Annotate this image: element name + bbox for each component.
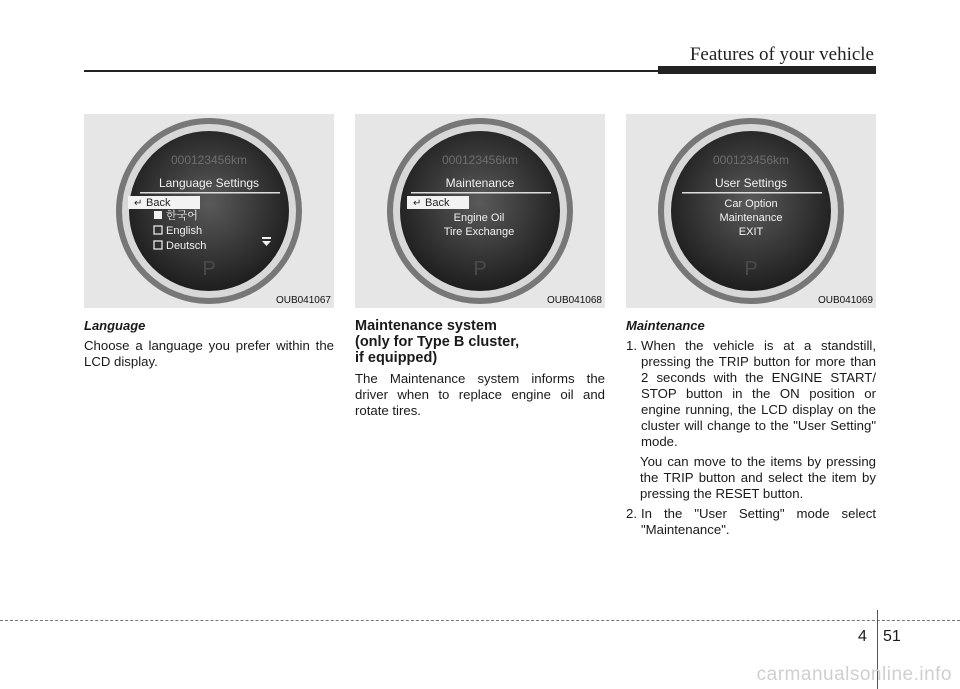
gear-indicator: P — [202, 258, 216, 280]
gear-indicator: P — [744, 258, 758, 280]
menu-divider — [411, 192, 551, 194]
back-label: Back — [425, 197, 450, 209]
gauge-illustration — [626, 114, 876, 308]
list-text: In the "User Setting" mode select "Maintenance". — [641, 506, 876, 537]
menu-divider — [140, 192, 280, 194]
list-item — [626, 506, 876, 538]
list-number: 2. — [626, 506, 637, 521]
gear-indicator: P — [473, 258, 487, 280]
back-arrow-icon: ↵ — [413, 198, 422, 209]
section-heading: Maintenance — [626, 318, 705, 333]
back-label: Back — [146, 197, 171, 209]
list-item — [626, 338, 876, 450]
figure-user-settings — [626, 114, 876, 308]
list-text: When the vehicle is at a standstill, pressing the TRIP button for more than 2 seconds with the ENGINE START/ STOP button in the ON position or engine running, the LCD display on the cluster will change to the "User Setting" mode. — [641, 338, 876, 449]
page-number: 51 — [883, 628, 901, 645]
section-body: The Maintenance system informs the driver when to replace engine oil and rotate tires. — [355, 371, 605, 418]
section-body: Choose a language you prefer within the LCD display. — [84, 338, 334, 369]
figure-maintenance-menu — [355, 114, 605, 308]
list-number: 1. — [626, 338, 637, 353]
figure-code: OUB041068 — [546, 295, 602, 306]
watermark: carmanualsonline.info — [756, 664, 952, 685]
heading-line: (only for Type B cluster, — [355, 334, 520, 350]
maintenance-item: Tire Exchange — [443, 226, 515, 238]
figure-language-settings — [84, 114, 334, 308]
section-maintenance-system — [355, 318, 605, 419]
header-title: Features of your vehicle — [689, 44, 874, 65]
gauge-illustration — [84, 114, 334, 308]
odometer-readout: 000123456km — [712, 153, 790, 167]
scroll-bar-icon — [262, 237, 271, 239]
heading-line: if equipped) — [355, 350, 438, 366]
chapter-number: 4 — [858, 628, 867, 645]
menu-title: Maintenance — [445, 176, 515, 190]
checkbox-checked-icon — [154, 211, 162, 219]
section-heading: Language — [84, 318, 146, 333]
list-subtext: You can move to the items by pressing the TRIP button and select the item by pressing the RESET button. — [640, 454, 876, 501]
user-setting-item: Car Option — [724, 198, 778, 210]
language-option: Deutsch — [166, 240, 207, 252]
heading-line: Maintenance system — [355, 318, 497, 334]
section-maintenance — [626, 318, 876, 538]
footer-dashed-rule — [0, 620, 960, 621]
figure-code: OUB041067 — [275, 295, 331, 306]
section-heading — [355, 318, 605, 366]
user-setting-item: EXIT — [738, 226, 764, 238]
back-arrow-icon: ↵ — [134, 198, 143, 209]
figure-code: OUB041069 — [817, 295, 873, 306]
menu-title: Language Settings — [158, 176, 260, 190]
header-tab-bar — [658, 66, 876, 74]
language-option: 한국어 — [166, 209, 198, 222]
odometer-readout: 000123456km — [441, 153, 519, 167]
odometer-readout: 000123456km — [170, 153, 248, 167]
menu-title: User Settings — [714, 176, 788, 190]
user-setting-item: Maintenance — [719, 212, 783, 224]
maintenance-item: Engine Oil — [453, 212, 505, 224]
section-language — [84, 318, 334, 370]
menu-divider — [682, 192, 822, 194]
gauge-illustration — [355, 114, 605, 308]
language-option: English — [166, 225, 203, 237]
